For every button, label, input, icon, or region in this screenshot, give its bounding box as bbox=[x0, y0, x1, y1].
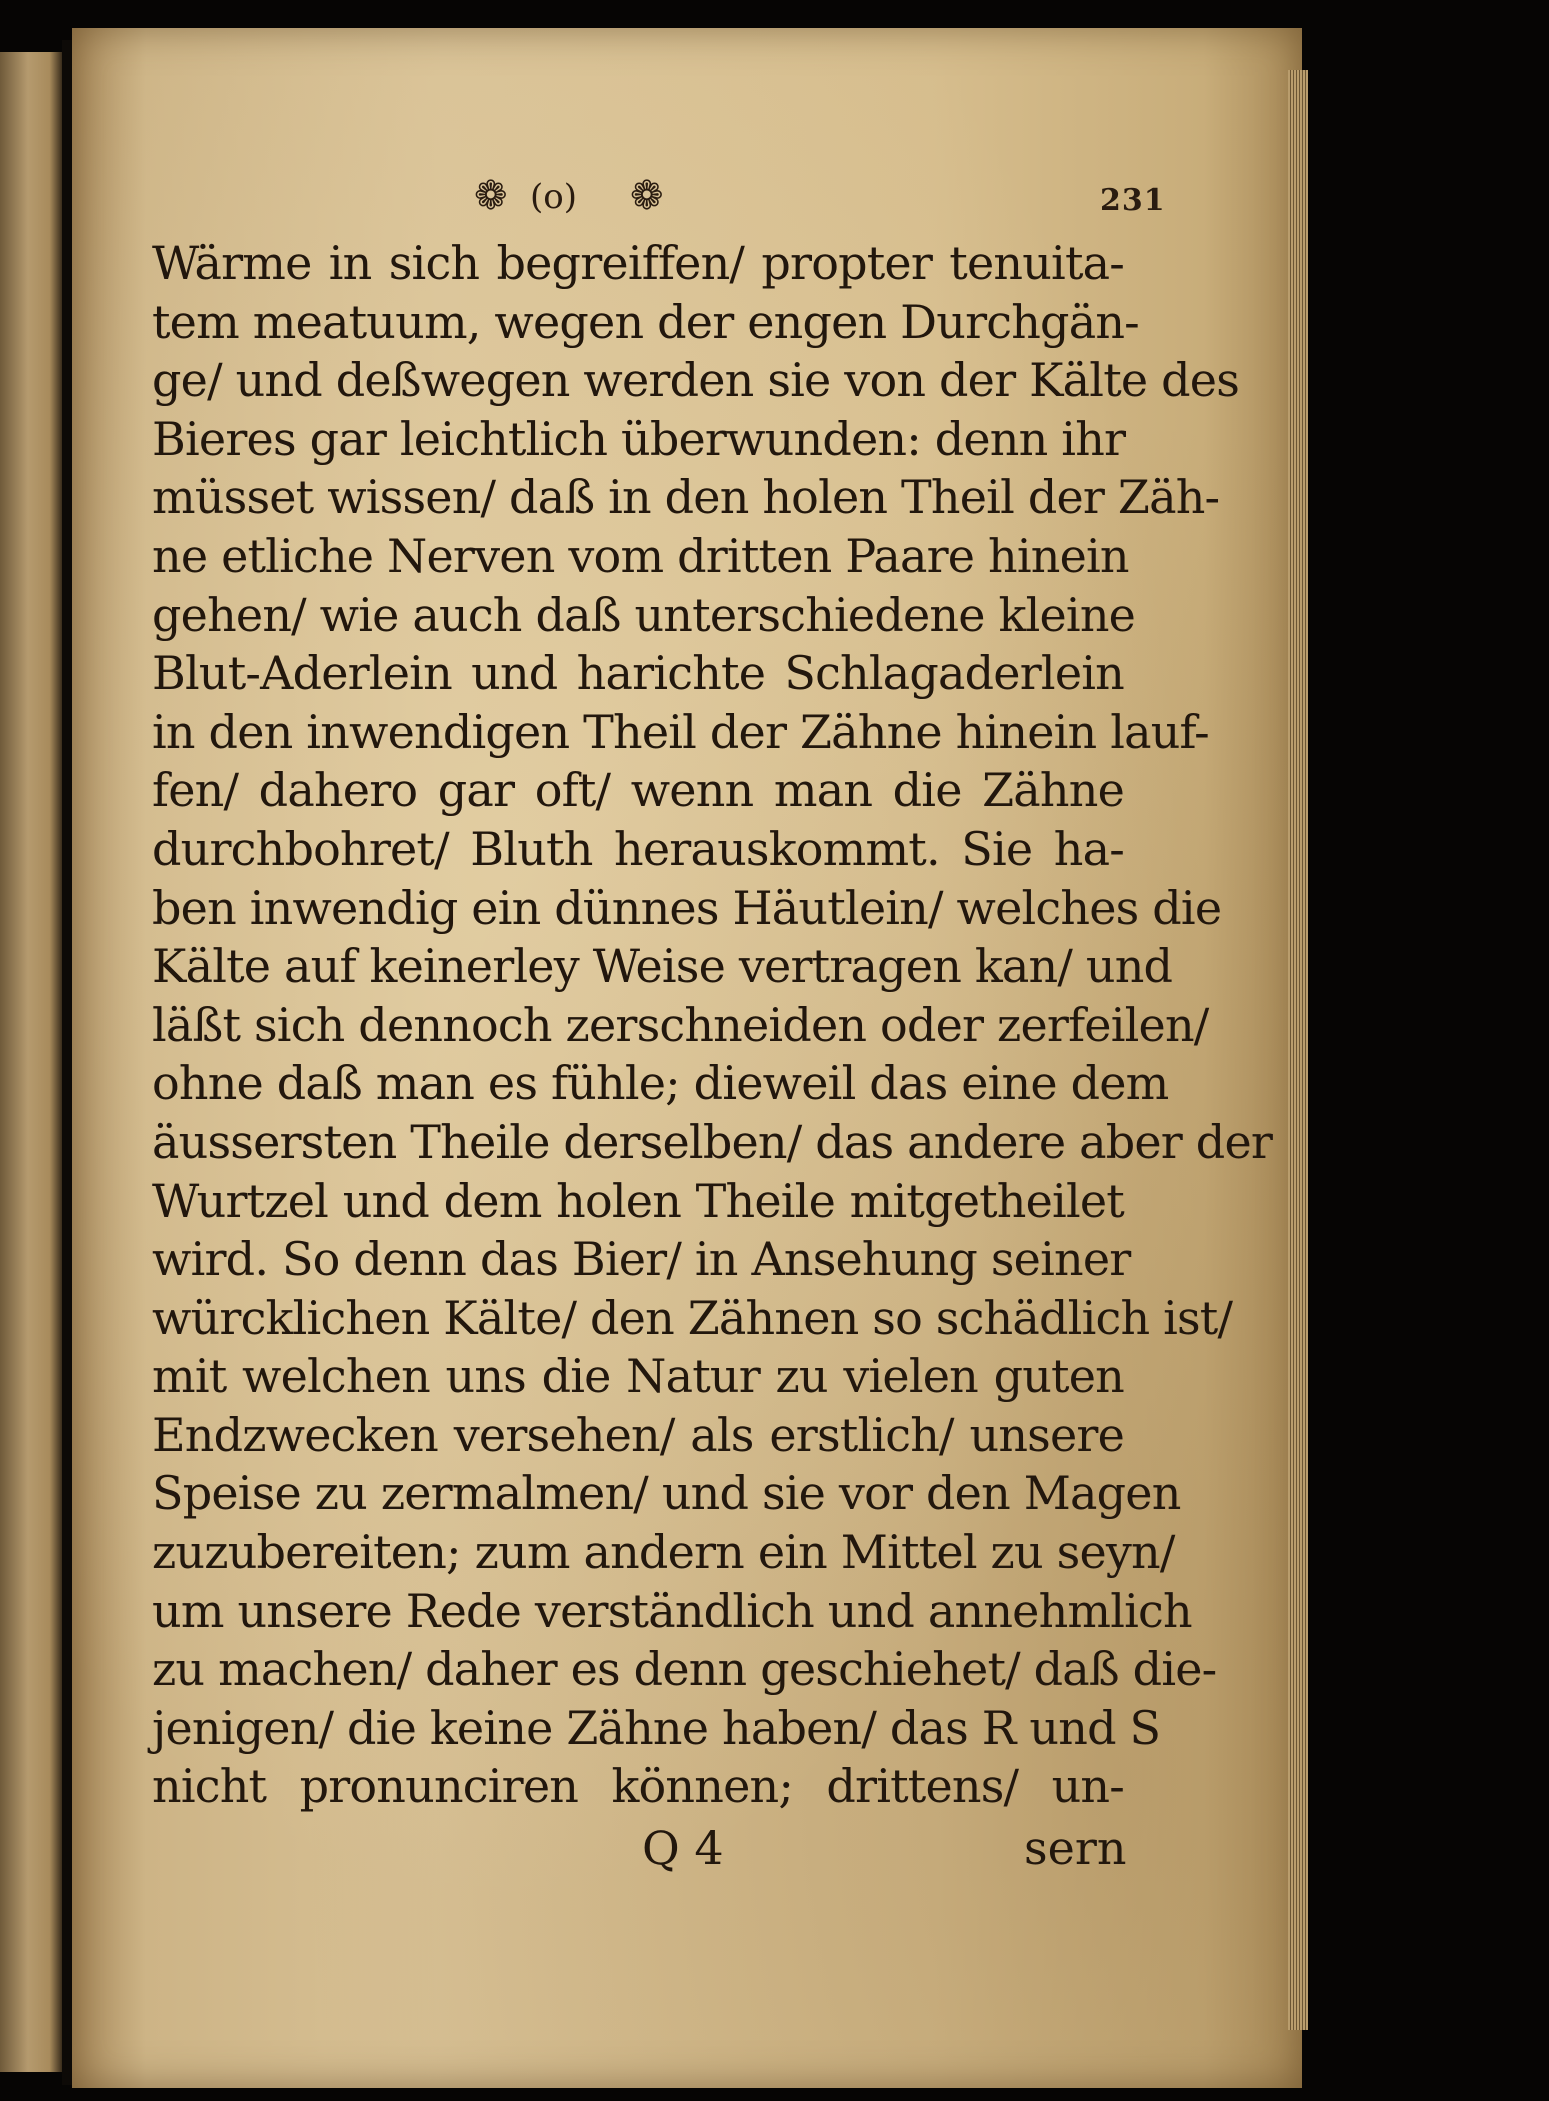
text-line: Bieres gar leichtlich überwunden: denn ihr bbox=[152, 411, 1126, 466]
flower-ornament-icon: ❁ bbox=[474, 173, 508, 219]
catchword: sern bbox=[1024, 1821, 1127, 1875]
page-footer bbox=[72, 1818, 1302, 1888]
text-line: mit welchen uns die Natur zu vielen guten bbox=[152, 1349, 1124, 1404]
text-line: fen/ dahero gar oft/ wenn man die Zähne bbox=[152, 763, 1124, 818]
text-line: tem meatuum, wegen der engen Durchgän- bbox=[152, 294, 1139, 349]
text-line: Blut-Aderlein und harichte Schlagaderlein bbox=[152, 646, 1124, 701]
text-line: äussersten Theile derselben/ das andere aber der bbox=[152, 1114, 1273, 1169]
text-line: Wurtzel und dem holen Theile mitgetheilet bbox=[152, 1173, 1124, 1228]
body-text bbox=[152, 234, 1273, 1816]
text-line: Wärme in sich begreiffen/ propter tenuita- bbox=[152, 236, 1124, 290]
text-line: wird. So denn das Bier/ in Ansehung seiner bbox=[152, 1232, 1131, 1287]
text-line: zu machen/ daher es denn geschiehet/ daß die- bbox=[152, 1642, 1217, 1697]
text-line: Kälte auf keinerley Weise vertragen kan/ und bbox=[152, 939, 1173, 994]
printer-signature: Q 4 bbox=[642, 1821, 724, 1875]
page-number: 231 bbox=[1100, 183, 1166, 218]
text-line: nicht pronunciren können; drittens/ un- bbox=[152, 1759, 1124, 1814]
previous-page-edge bbox=[0, 52, 62, 2072]
text-line: Endzwecken versehen/ als erstlich/ unsere bbox=[152, 1407, 1124, 1462]
book-page bbox=[72, 28, 1302, 2088]
text-line: Speise zu zermalmen/ und sie vor den Magen bbox=[152, 1466, 1181, 1521]
text-line: würcklichen Kälte/ den Zähnen so schädlich ist/ bbox=[152, 1290, 1233, 1345]
text-line: ben inwendig ein dünnes Häutlein/ welches die bbox=[152, 880, 1222, 935]
text-line: ohne daß man es fühle; dieweil das eine dem bbox=[152, 1056, 1169, 1111]
text-line: durchbohret/ Bluth herauskommt. Sie ha- bbox=[152, 821, 1124, 876]
text-line: in den inwendigen Theil der Zähne hinein lauf- bbox=[152, 704, 1209, 759]
book-gutter bbox=[62, 40, 72, 2085]
header-signature-mark: (o) bbox=[530, 177, 577, 217]
text-line: ge/ und deßwegen werden sie von der Kälte des bbox=[152, 353, 1240, 408]
text-line: gehen/ wie auch daß unterschiedene kleine bbox=[152, 587, 1136, 642]
text-line: müsset wissen/ daß in den holen Theil der Zäh- bbox=[152, 470, 1220, 525]
text-line: jenigen/ die keine Zähne haben/ das R und S bbox=[152, 1700, 1161, 1755]
text-line: um unsere Rede verständlich und annehmlich bbox=[152, 1583, 1192, 1638]
text-line: zuzubereiten; zum andern ein Mittel zu seyn/ bbox=[152, 1525, 1175, 1580]
text-line: ne etliche Nerven vom dritten Paare hinein bbox=[152, 528, 1129, 583]
page-header bbox=[72, 170, 1302, 230]
flower-ornament-icon: ❁ bbox=[630, 173, 664, 219]
text-line: läßt sich dennoch zerschneiden oder zerfeilen/ bbox=[152, 997, 1209, 1052]
page-stack-edges bbox=[1288, 70, 1308, 2030]
